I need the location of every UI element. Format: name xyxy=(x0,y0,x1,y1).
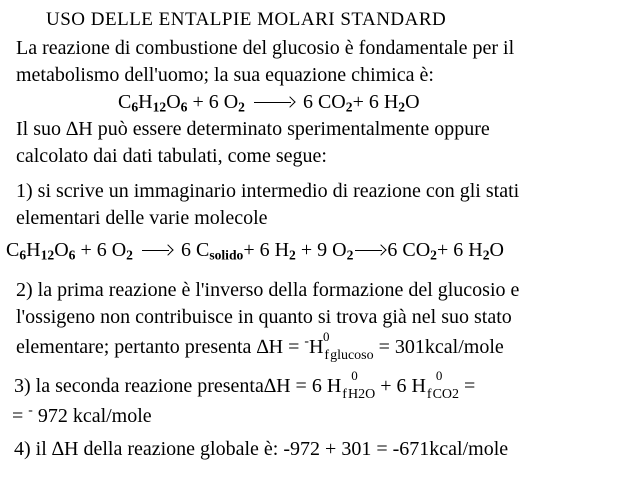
intro-line-2: metabolismo dell'uomo; la sua equazione chimica è: xyxy=(16,64,434,86)
dh-value: 301 xyxy=(394,336,425,359)
dh-intro-line-1: Il suo ∆H può essere determinato sperimentalmente oppure xyxy=(16,118,490,140)
reaction-arrow-icon xyxy=(254,98,294,108)
step3-line-2: = - 972 kcal/mole xyxy=(12,402,152,428)
step4-line: 4) il ∆H della reazione globale è: -972 + 301 = -671kcal/mole xyxy=(14,438,509,460)
reaction-arrow-icon xyxy=(142,246,172,256)
step1-line-2: elementari delle varie molecole xyxy=(16,207,268,229)
page-title: USO DELLE ENTALPIE MOLARI STANDARD xyxy=(46,9,447,30)
step3-line-1: 3) la seconda reazione presenta∆H = 6 Hf 0 H2O + 6 Hf 0 CO2 = xyxy=(14,368,476,402)
intermediate-equation: $C_6H_{12}O_6 + 6$ $O_2$ 6 $C_{solido}+ 6$ $H_2 + 9$ $O_2$ 6 $CO_2+ 6$ $H_2O$ xyxy=(6,239,504,263)
intro-line-1: La reazione di combustione del glucosio è fondamentale per il xyxy=(16,37,515,59)
step2-line-3: elementare; pertanto presenta ∆H = -Hf 0 glucoso = 301kcal/mole xyxy=(16,329,504,364)
dh-intro-line-2: calcolato dai dati tabulati, come segue: xyxy=(16,145,327,167)
step2-line-1: 2) la prima reazione è l'inverso della formazione del glucosio e xyxy=(16,279,520,301)
combustion-equation: $C_6H_{12}O_6 + 6$ $O_2$ 6 $CO_2+ 6$ $H_2O$ xyxy=(118,91,420,115)
step2-line-2: l'ossigeno non contribuisce in quanto si trova già nel suo stato xyxy=(16,306,512,328)
step1-line-1: 1) si scrive un immaginario intermedio di reazione con gli stati xyxy=(16,180,520,202)
reaction-arrow-icon xyxy=(355,246,385,256)
